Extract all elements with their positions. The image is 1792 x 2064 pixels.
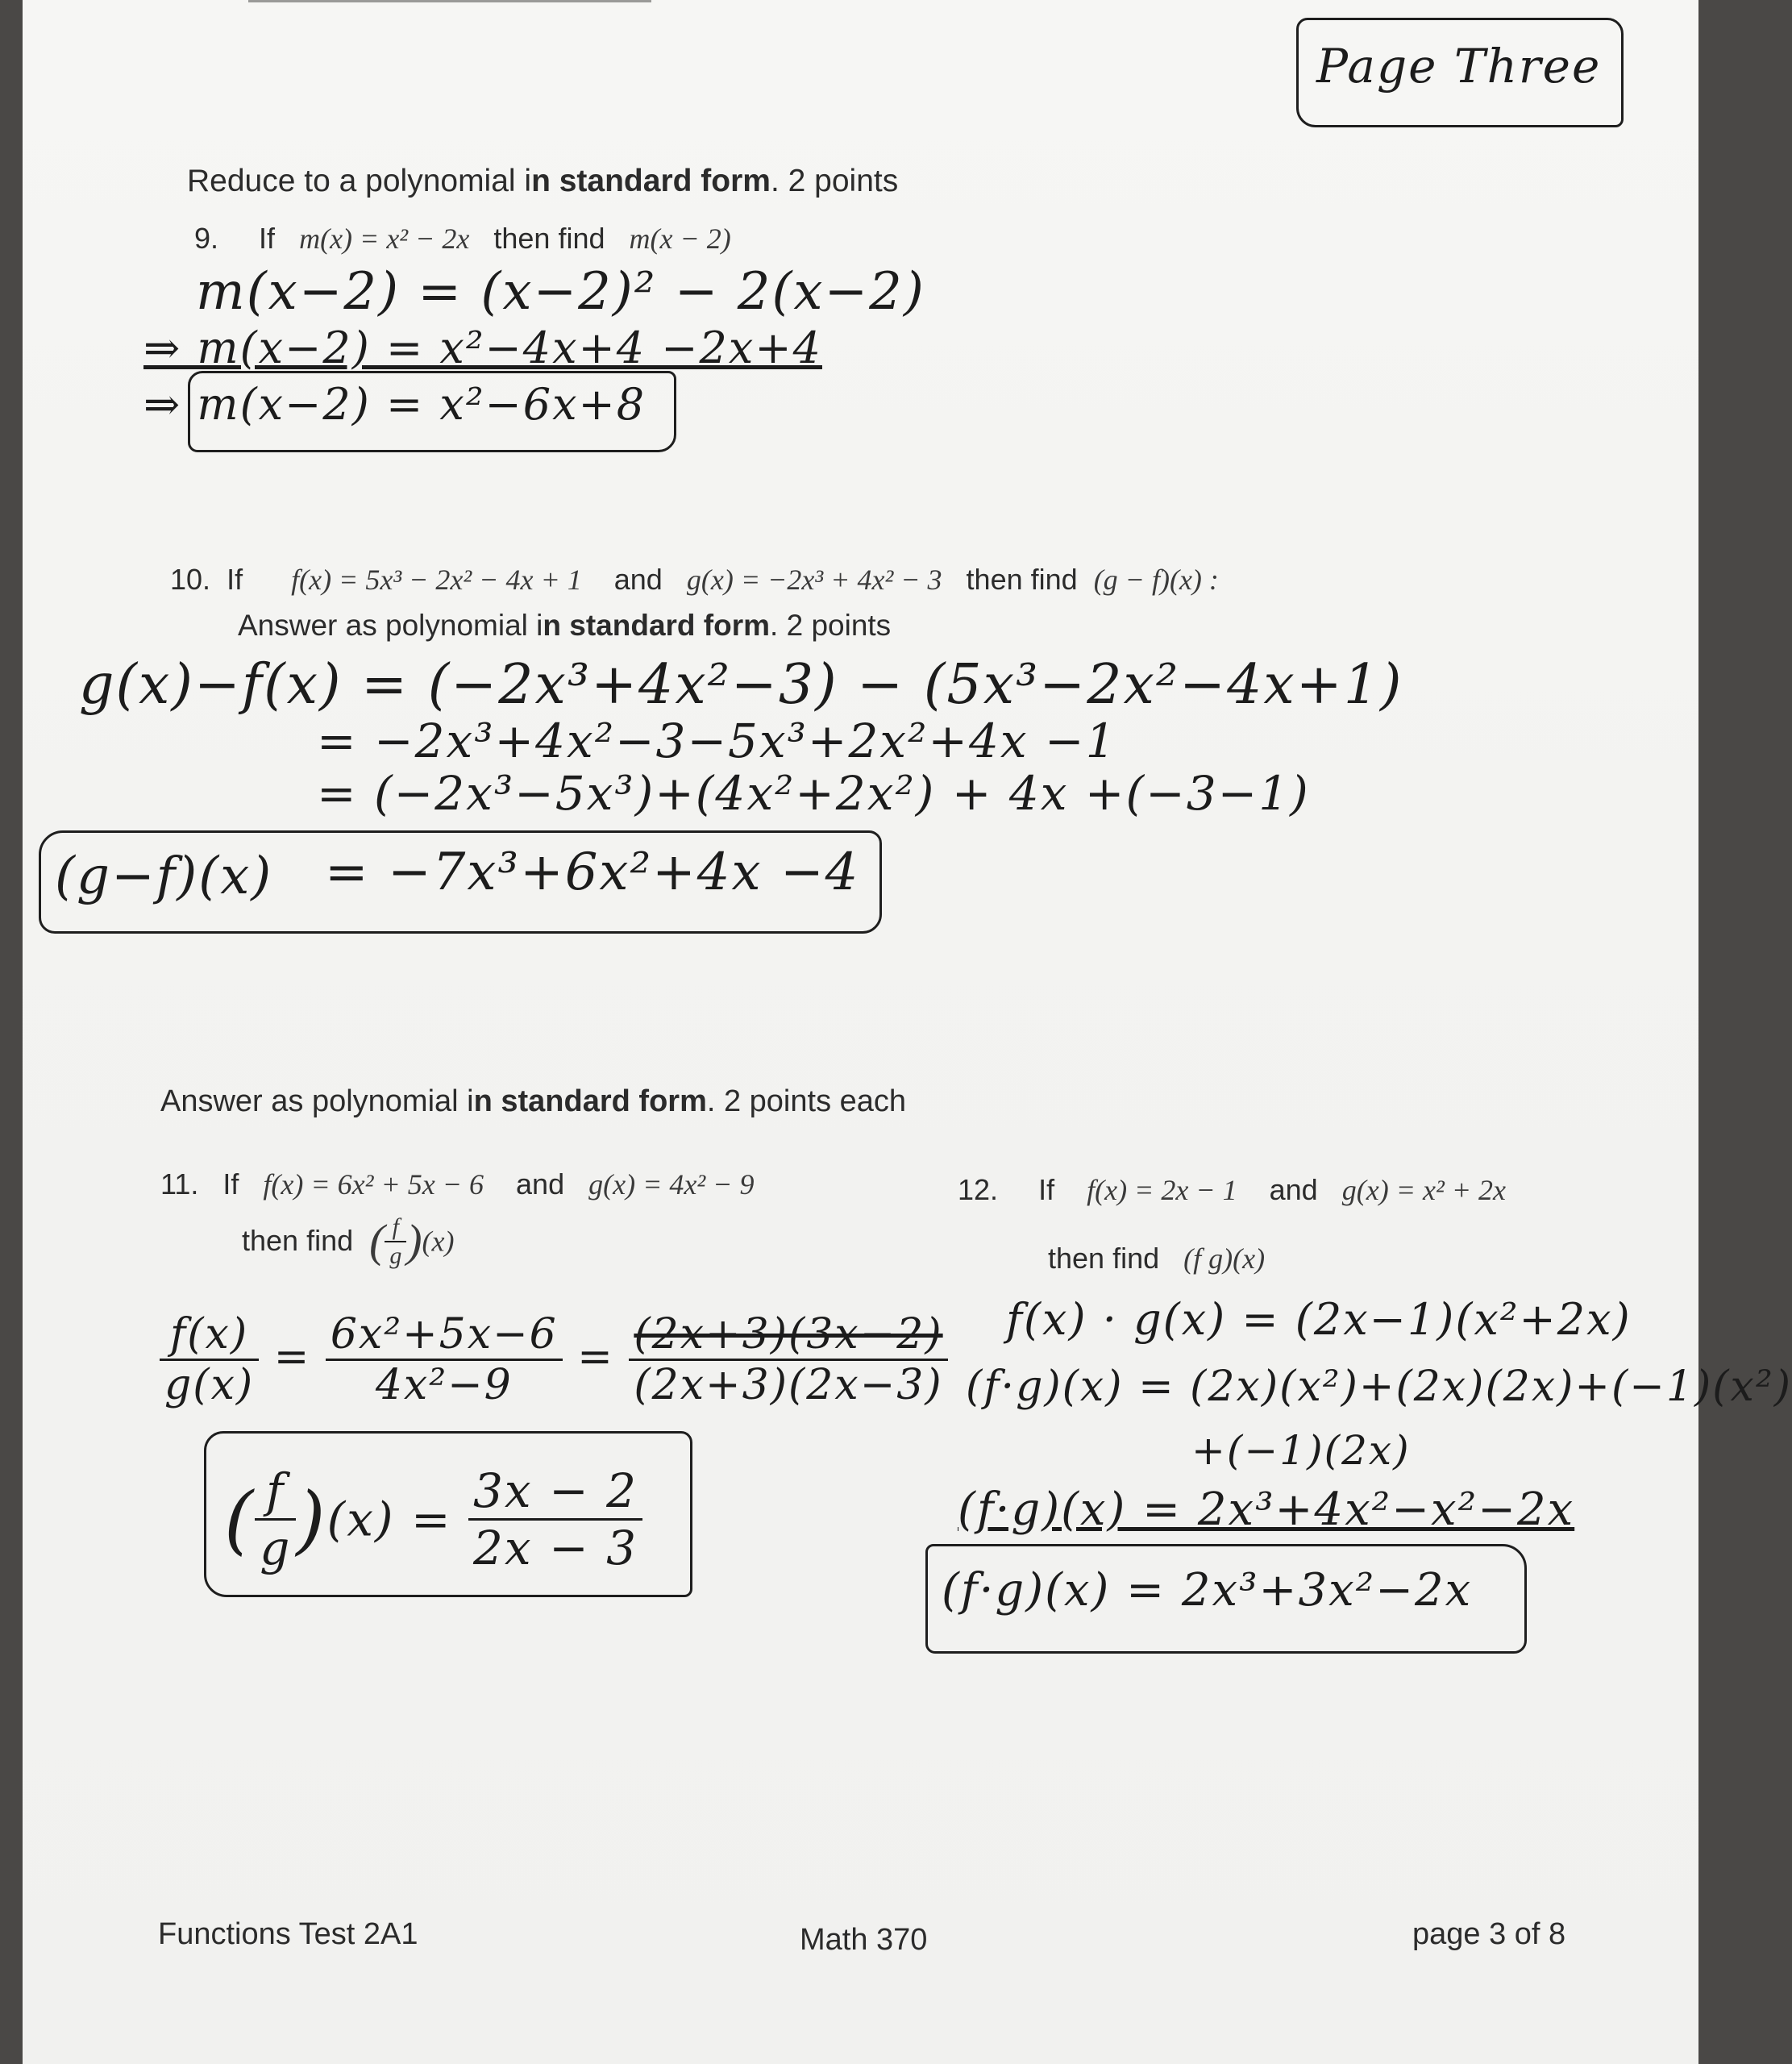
- q10-target: (g − f)(x) :: [1093, 564, 1219, 596]
- q11-work-right-den: (2x+3)(2x−3): [634, 1361, 943, 1409]
- top-edge-line: [248, 0, 651, 2]
- q11-answer-arg: (x) =: [326, 1492, 452, 1547]
- q10-and: and: [613, 563, 663, 596]
- q12-then-find: then find: [1048, 1242, 1160, 1275]
- q11-answer-lhs-num: f: [255, 1463, 296, 1521]
- q12-answer: (f·g)(x) = 2x³+3x²−2x: [942, 1564, 1473, 1617]
- section-a-bold: n standard form: [531, 164, 771, 198]
- q9-answer: ⇒ m(x−2) = x²−6x+8: [143, 379, 647, 430]
- footer-center: Math 370: [800, 1923, 928, 1957]
- q11-target-rparen: ): [406, 1216, 422, 1267]
- q11-work-mid-den: 4x²−9: [375, 1361, 513, 1409]
- q9-work-line-2: ⇒ m(x−2) = x²−4x+4 −2x+4: [143, 322, 822, 373]
- q11-target-arg: (x): [422, 1226, 455, 1258]
- section-a-text-2: . 2 points: [770, 164, 899, 198]
- q11-work-lhs-num: f(x): [160, 1310, 259, 1361]
- q11-answer-lparen: (: [224, 1475, 256, 1563]
- q12-number: 12.: [958, 1173, 999, 1206]
- q11-prompt: [160, 1167, 754, 1201]
- q10-instr-text-2: . 2 points: [770, 609, 892, 642]
- section-b-text-2: . 2 points each: [706, 1084, 907, 1118]
- q12-and: and: [1269, 1173, 1318, 1206]
- q12-work-line-3: +(−1)(2x): [1191, 1427, 1411, 1474]
- q11-f-def: f(x) = 6x² + 5x − 6: [263, 1168, 484, 1201]
- q12-g-def: g(x) = x² + 2x: [1341, 1174, 1507, 1206]
- q10-if: If: [227, 563, 243, 596]
- q12-then-find-row: [1048, 1242, 1265, 1275]
- q11-answer-rhs: [468, 1463, 642, 1575]
- q12-f-def: f(x) = 2x − 1: [1087, 1174, 1237, 1206]
- q11-answer-num: 3x − 2: [468, 1463, 642, 1521]
- q10-answer-rhs: = −7x³+6x²+4x −4: [325, 843, 860, 902]
- q11-target: [369, 1213, 455, 1269]
- q11-answer-lhs: [255, 1463, 296, 1575]
- q11-work-lhs-den: g(x): [164, 1361, 255, 1409]
- q11-work-eq-1: =: [273, 1333, 311, 1381]
- q11-then-find: then find: [242, 1223, 354, 1257]
- q11-work-eq-2: =: [577, 1333, 614, 1381]
- q11-then-find-row: [242, 1213, 454, 1270]
- q11-work-mid-num: 6x²+5x−6: [326, 1310, 563, 1361]
- q10-then-find: then find: [966, 563, 1078, 596]
- q10-instr-text-1: Answer as polynomial i: [238, 609, 543, 642]
- q9-then-find: then find: [493, 222, 605, 255]
- section-b-text-1: Answer as polynomial i: [160, 1084, 474, 1118]
- section-b-instruction: [160, 1084, 906, 1119]
- footer-left: Functions Test 2A1: [158, 1917, 418, 1951]
- q12-if: If: [1038, 1173, 1055, 1206]
- q11-and: and: [516, 1167, 565, 1201]
- page-label: Page Three: [1316, 39, 1602, 94]
- q11-number: 11.: [160, 1167, 199, 1201]
- q9-given: m(x) = x² − 2x: [299, 223, 470, 255]
- q11-work-right: [629, 1310, 947, 1409]
- q11-target-num: f: [385, 1213, 406, 1242]
- q11-target-lparen: (: [369, 1216, 385, 1267]
- q10-g-def: g(x) = −2x³ + 4x² − 3: [686, 564, 942, 596]
- q9-target: m(x − 2): [629, 223, 731, 255]
- q11-answer-rparen: ): [296, 1475, 327, 1563]
- section-a-instruction: [187, 164, 898, 199]
- q12-work-line-1: f(x) · g(x) = (2x−1)(x²+2x): [1006, 1294, 1632, 1345]
- footer-right: page 3 of 8: [1412, 1917, 1566, 1951]
- q11-g-def: g(x) = 4x² − 9: [588, 1168, 755, 1201]
- q11-work-row: [160, 1310, 948, 1409]
- q12-target: (f g)(x): [1183, 1242, 1266, 1275]
- q12-work-line-2: (f·g)(x) = (2x)(x²)+(2x)(2x)+(−1)(x²): [966, 1363, 1792, 1411]
- worksheet-page: [23, 0, 1792, 2064]
- q10-work-line-2: = −2x³+4x²−3−5x³+2x²+4x −1: [317, 714, 1117, 768]
- q11-if: If: [222, 1167, 239, 1201]
- section-a-text-1: Reduce to a polynomial i: [187, 164, 532, 198]
- q10-instruction: [238, 609, 891, 643]
- q9-number: 9.: [194, 222, 219, 255]
- q11-answer-lhs-den: g: [260, 1521, 292, 1575]
- q9-if: If: [259, 222, 276, 255]
- q11-target-fraction: [385, 1213, 406, 1270]
- q11-answer-den: 2x − 3: [473, 1521, 638, 1575]
- q10-instr-bold: n standard form: [543, 609, 771, 642]
- q11-work-right-num: (2x+3)(3x−2): [629, 1310, 947, 1361]
- q12-work-line-4: (f·g)(x) = 2x³+4x²−x²−2x: [958, 1484, 1575, 1536]
- q10-work-line-1: g(x)−f(x) = (−2x³+4x²−3) − (5x³−2x²−4x+1): [79, 653, 1403, 717]
- q11-work-mid: [326, 1310, 563, 1409]
- section-b-bold: n standard form: [473, 1084, 707, 1118]
- q11-answer-row: [224, 1463, 642, 1575]
- q10-answer-lhs: (g−f)(x): [55, 847, 273, 906]
- q11-target-den: g: [389, 1242, 402, 1269]
- q12-prompt: [958, 1173, 1506, 1207]
- q9-work-line-1: m(x−2) = (x−2)² − 2(x−2): [196, 262, 925, 322]
- q10-prompt: [170, 563, 1219, 597]
- q10-number: 10.: [170, 563, 211, 596]
- q10-work-line-3: = (−2x³−5x³)+(4x²+2x²) + 4x +(−3−1): [317, 766, 1310, 821]
- q10-f-def: f(x) = 5x³ − 2x² − 4x + 1: [291, 564, 582, 596]
- q9-prompt: [194, 222, 731, 256]
- q11-work-lhs: [160, 1310, 259, 1409]
